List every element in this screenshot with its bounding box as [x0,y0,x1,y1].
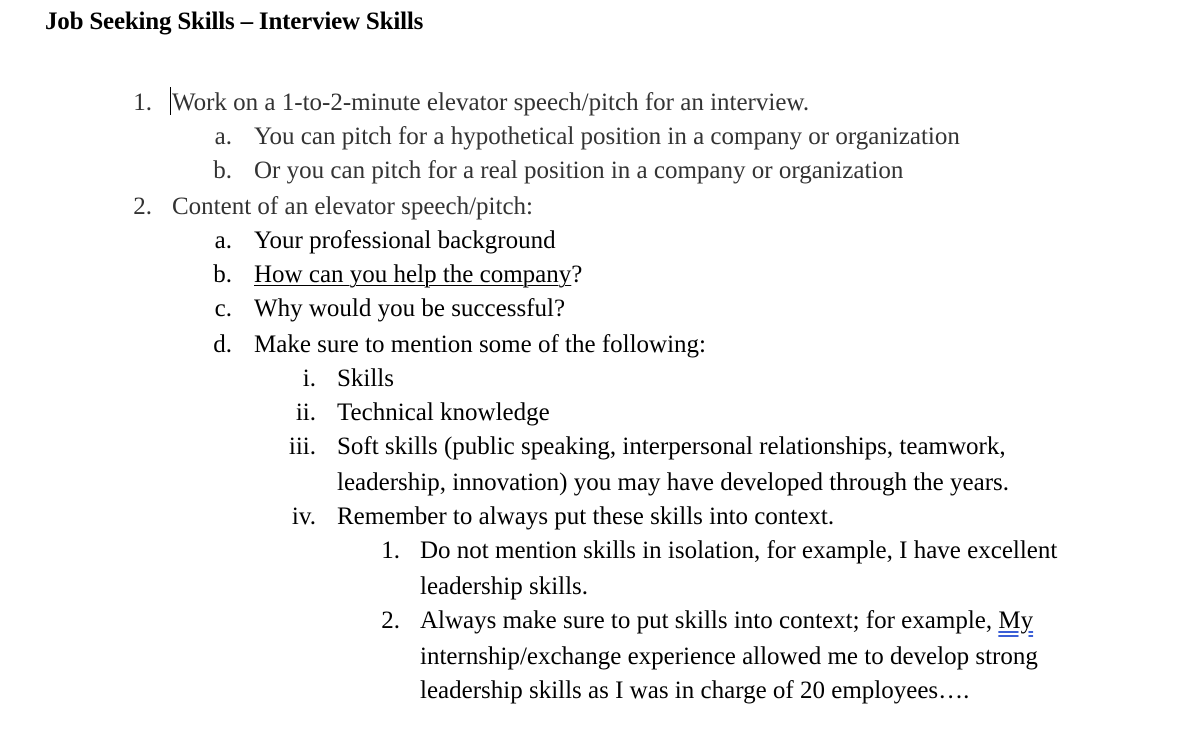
list-marker: 2. [381,607,400,634]
list-item-text: Remember to always put these skills into context. [337,503,835,530]
list-item-text: Content of an elevator speech/pitch: [172,193,533,220]
list-marker: 2. [133,193,152,220]
list-item-text: leadership skills as I was in charge of 20 employees…. [420,677,970,704]
document-title: Job Seeking Skills – Interview Skills [45,8,424,35]
spelling-flagged-word[interactable]: My [998,607,1034,634]
list-item-text: Or you can pitch for a real position in a company or organization [254,157,904,184]
list-marker: ii. [295,399,316,426]
list-marker: b. [213,157,232,184]
list-item-text: Skills [337,365,394,392]
list-item-text: Always make sure to put skills into context; for example, [420,607,999,634]
list-item-text: leadership, innovation) you may have developed through the years. [337,469,1010,496]
list-item-text: Why would you be successful? [254,295,566,322]
text-cursor [170,87,171,115]
list-marker: c. [214,295,232,322]
list-item-text: Soft skills (public speaking, interpersonal relationships, teamwork, [337,433,1006,460]
list-marker: a. [214,227,232,254]
list-item-text: You can pitch for a hypothetical position in a company or organization [254,123,960,150]
list-marker: 1. [133,89,152,116]
list-item-text: leadership skills. [420,573,589,600]
list-marker: iii. [288,433,316,460]
list-marker: d. [213,331,232,358]
list-item-text: Your professional background [254,227,556,254]
list-item-text: Work on a 1-to-2-minute elevator speech/pitch for an interview. [172,89,810,116]
list-marker: i. [302,365,316,392]
list-marker: iv. [291,503,316,530]
list-marker: a. [214,123,232,150]
list-item-text: ? [571,261,583,288]
list-item-text: Do not mention skills in isolation, for example, I have excellent [420,537,1058,564]
list-marker: 1. [381,537,400,564]
underlined-text: How can you help the company [254,261,572,288]
list-marker: b. [213,261,232,288]
list-item-text: Technical knowledge [337,399,550,426]
list-item-text: Make sure to mention some of the following: [254,331,707,358]
list-item-text: internship/exchange experience allowed me to develop strong [420,643,1038,670]
